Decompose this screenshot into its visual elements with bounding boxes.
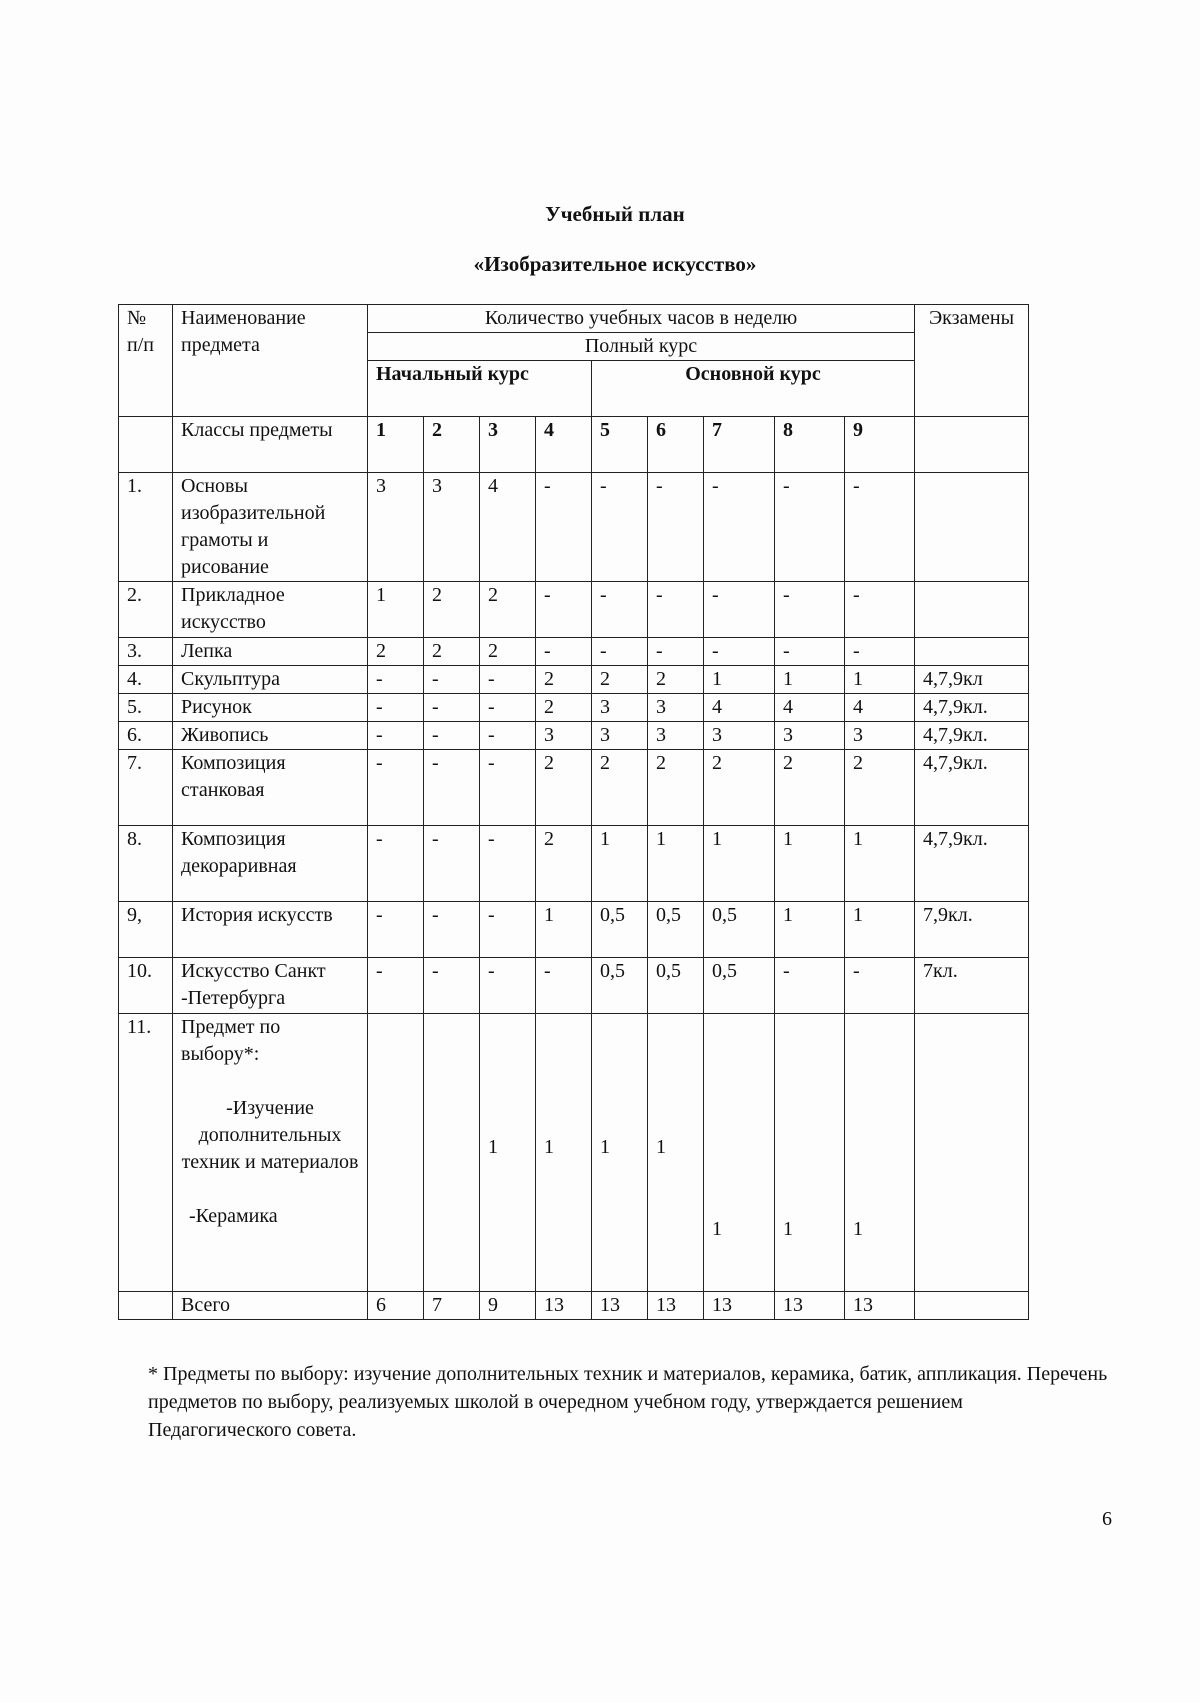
hours-cell: 1	[536, 902, 592, 958]
hours-cell: 1	[368, 582, 424, 638]
subject-num: 10.	[119, 958, 173, 1014]
elective-hours-cell	[775, 1014, 845, 1292]
hours-cell: -	[536, 638, 592, 666]
hours-cell: -	[368, 826, 424, 902]
hours-cell: -	[648, 582, 704, 638]
elective-hours-cell	[536, 1014, 592, 1292]
hours-cell: -	[845, 638, 915, 666]
hours-cell: 2	[592, 750, 648, 826]
hours-cell: -	[480, 750, 536, 826]
subject-name: Основы изобразительной грамоты и рисование	[173, 473, 368, 582]
subject-row	[119, 666, 1029, 694]
hours-cell: -	[424, 750, 480, 826]
hours-cell: 0,5	[648, 958, 704, 1014]
elective-num: 11.	[119, 1014, 173, 1292]
hours-cell: 0,5	[592, 958, 648, 1014]
hours-cell: 2	[424, 582, 480, 638]
hours-cell: 2	[775, 750, 845, 826]
exam-cell: 4,7,9кл.	[915, 826, 1029, 902]
header-num: № п/п	[119, 305, 173, 417]
hours-cell: -	[424, 958, 480, 1014]
subject-num: 4.	[119, 666, 173, 694]
total-cell: 7	[424, 1292, 480, 1320]
grade-3: 3	[480, 417, 536, 473]
hours-cell: 2	[424, 638, 480, 666]
elective-sub1-hours: 1	[656, 1136, 666, 1158]
hours-cell: -	[480, 666, 536, 694]
hours-cell: -	[536, 473, 592, 582]
hours-cell: -	[368, 694, 424, 722]
total-cell: 13	[536, 1292, 592, 1320]
hours-cell: 2	[480, 638, 536, 666]
subject-row	[119, 694, 1029, 722]
hours-cell: 2	[536, 826, 592, 902]
subject-name: Лепка	[173, 638, 368, 666]
subject-num: 7.	[119, 750, 173, 826]
hours-cell: -	[480, 958, 536, 1014]
hours-cell: 0,5	[648, 902, 704, 958]
elective-hours-cell	[368, 1014, 424, 1292]
hours-cell: -	[592, 582, 648, 638]
hours-cell: 0,5	[592, 902, 648, 958]
hours-cell: 3	[704, 722, 775, 750]
hours-cell: -	[536, 582, 592, 638]
subject-name: Прикладное искусство	[173, 582, 368, 638]
exam-cell: 7,9кл.	[915, 902, 1029, 958]
total-cell: 6	[368, 1292, 424, 1320]
subject-name: Искусство Санкт -Петербурга	[173, 958, 368, 1014]
hours-cell: 1	[775, 826, 845, 902]
elective-sub1-hours: 1	[600, 1136, 610, 1158]
hours-cell: -	[424, 826, 480, 902]
subject-row	[119, 750, 1029, 826]
classes-row	[119, 417, 1029, 473]
hours-cell: -	[424, 902, 480, 958]
subject-name: Скульптура	[173, 666, 368, 694]
hours-cell: -	[480, 722, 536, 750]
grade-2: 2	[424, 417, 480, 473]
header-full-course: Полный курс	[368, 333, 915, 361]
elective-name-cell	[173, 1014, 368, 1292]
elective-sub2: -Керамика	[189, 1205, 278, 1227]
page-title: Учебный план	[545, 202, 685, 226]
elective-sub1-hours: 1	[488, 1136, 498, 1158]
hours-cell: -	[775, 638, 845, 666]
hours-cell: -	[368, 722, 424, 750]
hours-cell: 3	[648, 722, 704, 750]
hours-cell: 0,5	[704, 958, 775, 1014]
total-cell: 13	[775, 1292, 845, 1320]
subject-row	[119, 722, 1029, 750]
subject-row	[119, 473, 1029, 582]
subject-name: История искусств	[173, 902, 368, 958]
elective-hours-cell	[480, 1014, 536, 1292]
hours-cell: 4	[775, 694, 845, 722]
hours-cell: -	[480, 694, 536, 722]
exam-cell: 4,7,9кл.	[915, 694, 1029, 722]
hours-cell: 1	[592, 826, 648, 902]
hours-cell: 2	[648, 666, 704, 694]
hours-cell: -	[704, 473, 775, 582]
elective-hours-cell	[704, 1014, 775, 1292]
hours-cell: -	[775, 473, 845, 582]
header-main-course: Основной курс	[592, 361, 915, 417]
header-subject-name: Наименование предмета	[173, 305, 368, 417]
subject-row	[119, 638, 1029, 666]
hours-cell: 2	[845, 750, 915, 826]
hours-cell: -	[424, 722, 480, 750]
subject-row	[119, 582, 1029, 638]
grade-8: 8	[775, 417, 845, 473]
hours-cell: -	[424, 694, 480, 722]
exam-cell	[915, 473, 1029, 582]
subject-num: 5.	[119, 694, 173, 722]
hours-cell: 3	[775, 722, 845, 750]
exam-cell	[915, 638, 1029, 666]
hours-cell: 3	[648, 694, 704, 722]
hours-cell: -	[480, 902, 536, 958]
hours-cell: 2	[592, 666, 648, 694]
subject-name: Живопись	[173, 722, 368, 750]
elective-name: Предмет по выбору*:	[181, 1016, 281, 1065]
exam-cell	[915, 582, 1029, 638]
hours-cell: 3	[536, 722, 592, 750]
elective-hours-cell	[592, 1014, 648, 1292]
hours-cell: -	[648, 638, 704, 666]
hours-cell: 1	[648, 826, 704, 902]
subject-num: 1.	[119, 473, 173, 582]
hours-cell: -	[704, 638, 775, 666]
hours-cell: -	[368, 666, 424, 694]
hours-cell: 2	[368, 638, 424, 666]
header-initial-course: Начальный курс	[368, 361, 592, 417]
subject-name: Композиция станковая	[173, 750, 368, 826]
exam-cell: 4,7,9кл	[915, 666, 1029, 694]
elective-sub1: -Изучение дополнительных техник и материалов	[181, 1097, 359, 1173]
hours-cell: 2	[536, 694, 592, 722]
exam-cell: 4,7,9кл.	[915, 750, 1029, 826]
hours-cell: -	[845, 582, 915, 638]
hours-cell: 1	[775, 902, 845, 958]
classes-label: Классы предметы	[173, 417, 368, 473]
hours-cell: 2	[480, 582, 536, 638]
hours-cell: 3	[592, 722, 648, 750]
elective-hours-cell	[648, 1014, 704, 1292]
hours-cell: 4	[480, 473, 536, 582]
hours-cell: 1	[845, 826, 915, 902]
hours-cell: 1	[704, 826, 775, 902]
page-subtitle: «Изобразительное искусство»	[473, 252, 757, 276]
total-cell: 13	[648, 1292, 704, 1320]
hours-cell: 3	[424, 473, 480, 582]
hours-cell: -	[845, 473, 915, 582]
total-cell: 9	[480, 1292, 536, 1320]
hours-cell: 1	[775, 666, 845, 694]
subject-num: 2.	[119, 582, 173, 638]
exam-cell: 7кл.	[915, 958, 1029, 1014]
total-label: Всего	[173, 1292, 368, 1320]
hours-cell: -	[775, 582, 845, 638]
hours-cell: 1	[845, 902, 915, 958]
hours-cell: 2	[648, 750, 704, 826]
grade-9: 9	[845, 417, 915, 473]
elective-sub2-hours: 1	[712, 1218, 722, 1240]
elective-row	[119, 1014, 1029, 1292]
total-cell: 13	[845, 1292, 915, 1320]
hours-cell: -	[648, 473, 704, 582]
subject-num: 3.	[119, 638, 173, 666]
page-number: 6	[1102, 1508, 1112, 1530]
total-cell: 13	[592, 1292, 648, 1320]
hours-cell: -	[845, 958, 915, 1014]
hours-cell: 3	[845, 722, 915, 750]
elective-hours-cell	[424, 1014, 480, 1292]
total-cell: 13	[704, 1292, 775, 1320]
hours-cell: 1	[845, 666, 915, 694]
total-row	[119, 1292, 1029, 1320]
hours-cell: -	[704, 582, 775, 638]
grade-4: 4	[536, 417, 592, 473]
hours-cell: -	[368, 958, 424, 1014]
exam-cell: 4,7,9кл.	[915, 722, 1029, 750]
subject-name: Рисунок	[173, 694, 368, 722]
hours-cell: 3	[592, 694, 648, 722]
hours-cell: 0,5	[704, 902, 775, 958]
header-row-1	[119, 305, 1029, 333]
grade-7: 7	[704, 417, 775, 473]
curriculum-table	[118, 304, 1029, 1320]
hours-cell: 3	[368, 473, 424, 582]
hours-cell: 4	[845, 694, 915, 722]
hours-cell: -	[775, 958, 845, 1014]
elective-hours-cell	[845, 1014, 915, 1292]
hours-cell: 2	[704, 750, 775, 826]
hours-cell: 2	[536, 666, 592, 694]
elective-sub2-hours: 1	[783, 1218, 793, 1240]
grade-1: 1	[368, 417, 424, 473]
subject-row	[119, 902, 1029, 958]
footnote: * Предметы по выбору: изучение дополнительных техник и материалов, керамика, батик, аппликация. Перечень предметов по выбору, реализуемых школой в очередном учебном году, утверждается решением Педагогического совета.	[148, 1363, 1108, 1441]
subject-row	[119, 826, 1029, 902]
grade-5: 5	[592, 417, 648, 473]
hours-cell: 1	[704, 666, 775, 694]
header-hours: Количество учебных часов в неделю	[368, 305, 915, 333]
header-exams: Экзамены	[915, 305, 1029, 417]
hours-cell: -	[592, 638, 648, 666]
hours-cell: 2	[536, 750, 592, 826]
subject-num: 8.	[119, 826, 173, 902]
hours-cell: -	[480, 826, 536, 902]
hours-cell: -	[368, 902, 424, 958]
hours-cell: 4	[704, 694, 775, 722]
hours-cell: -	[536, 958, 592, 1014]
grade-6: 6	[648, 417, 704, 473]
elective-sub2-hours: 1	[853, 1218, 863, 1240]
subject-name: Композиция декораривная	[173, 826, 368, 902]
subject-num: 9,	[119, 902, 173, 958]
hours-cell: -	[592, 473, 648, 582]
hours-cell: -	[368, 750, 424, 826]
hours-cell: -	[424, 666, 480, 694]
elective-sub1-hours: 1	[544, 1136, 554, 1158]
subject-row	[119, 958, 1029, 1014]
subject-num: 6.	[119, 722, 173, 750]
